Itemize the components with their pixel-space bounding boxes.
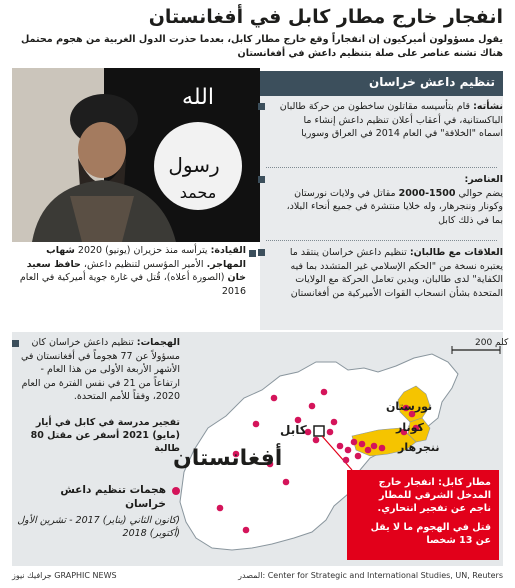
publisher-credit: GRAPHIC NEWS جرافيك نيوز [12,571,117,580]
leader-photo [12,68,260,242]
attack-dot [365,447,372,454]
leadership-heading: القيادة: [210,245,246,256]
divider [266,167,497,168]
page-subtitle: يقول مسؤولون أميركيون إن انفجاراً وقع خارج مطار كابل، بعدما حذرت الدول الغربية من هجوم محتمل هناك تشنه عناصر على صلة بتنظيم داعش في أفغانستان [20,34,503,59]
relations-heading: العلاقات مع طالبان: [409,247,503,258]
relations-text: تنظيم داعش خراسان ينتقد ما يعتبره نسخة من "الحكم الإسلامي غير المتشدد بما فيه الكفاية" لدى طالبان، ويدين تعامل الحركة مع الولايات المتحدة بشأن انسحاب القوات الأميركية من أفغانستان [289,247,503,299]
attack-dot [309,403,316,410]
school-bombing-text: تفجير مدرسة في كابل في أيار (مايو) 2021 أسفر عن مقتل 80 طالبة [30,417,180,454]
label-nangarhar: ننجرهار [398,441,440,454]
bullet-square [12,340,19,347]
legend-label: هجمات تنظيم داعش خراسان [60,484,166,510]
attack-dot [337,443,344,450]
attack-dot [345,447,352,454]
kabul-label: كابل [280,423,307,437]
svg-text:محمد: محمد [179,183,217,202]
attack-dot [355,453,362,460]
members-text-post: مقاتل في ولايات نورستان وكونار وننجرهار، وله خلايا منتشرة في جميع أنحاء البلاد، بما في ذلك كابل [286,187,503,226]
members-count: 1500-2000 [398,187,456,199]
attack-dot [321,389,328,396]
label-nuristan: نورستان [386,400,433,413]
origin-section [279,100,503,141]
attacks-heading: الهجمات: [136,337,180,348]
members-heading: العناصر: [464,174,503,185]
bullet-square [258,176,265,183]
photo-illustration [12,68,260,242]
country-label: أفغانستان [173,446,283,471]
flag-seal-text: رسول [168,153,220,177]
source-credit: المصدر: Center for Strategic and International Studies, UN, Reuters [238,571,503,580]
attack-dot [283,479,290,486]
attack-dot [359,441,366,448]
leadership-text-pre: يترأسه منذ حزيران (يونيو) 2020 [77,245,208,256]
leadership-text-post: (الصورة أعلاه)، قُتل في غارة جوية أميركية في العام 2016 [19,272,246,297]
attack-dot [217,505,224,512]
airport-callout [347,470,499,560]
flag-calligraphy: الله [182,85,214,110]
attack-dot [253,421,260,428]
label-kunar: كونار [396,421,424,434]
callout-text: مطار كابل: انفجار خارج المدخل الشرقي للمطار ناجم عن تفجير انتحاري. [377,477,491,514]
panel-heading: تنظيم داعش خراسان [260,71,503,96]
leadership-section [12,244,260,298]
founder-name: حافظ سعيد خان [26,258,246,283]
origin-text: قام بتأسيسه مقاتلون ساخطون من حركة طالبان الباكستانية، في أعقاب أعلان تنظيم داعش إنشاء ما اسماه "الخلافة" في العام 2014 في العراق وسوريا [279,101,503,139]
bullet-square [249,250,256,257]
map-legend [12,483,180,540]
attack-dot [379,445,386,452]
attack-dot [313,437,320,444]
attack-dot-icon [172,487,180,495]
relations-section [279,246,503,300]
divider [266,240,497,241]
page-title: انفجار خارج مطار كابل في أفغانستان [148,6,503,28]
origin-heading: نشأته: [473,101,503,112]
legend-dates: (كانون الثاني (يناير) 2017 - تشرين الأول (أكتوبر) 2018 [17,515,180,539]
members-section [279,173,503,227]
scale-label: 200 كلم [475,338,509,348]
bullet-square [258,103,265,110]
callout-note: قتل في الهجوم ما لا يقل عن 13 شخصا [370,522,491,546]
attack-dot [331,419,338,426]
attack-dot [351,439,358,446]
attacks-section [12,336,180,404]
attacks-text: تنظيم داعش خراسان كان مسؤولاً عن 77 هجوماً في أفغانستان في الأشهر الأربعة الأولى من هذا العام - ارتفاعاً من 21 في نفس الفترة من العام 2020، وفقاً للأمم المتحدة. [20,337,180,402]
attack-dot [271,395,278,402]
attack-dot [327,429,334,436]
attack-dot [343,457,350,464]
members-text-pre: يضم حوالي [458,187,503,199]
leadership-text-mid: الأمير المؤسس لتنظيم داعش، [83,258,204,270]
leader-name: شهاب المهاجر. [46,245,246,270]
attack-dot [243,527,250,534]
attack-dot [371,443,378,450]
